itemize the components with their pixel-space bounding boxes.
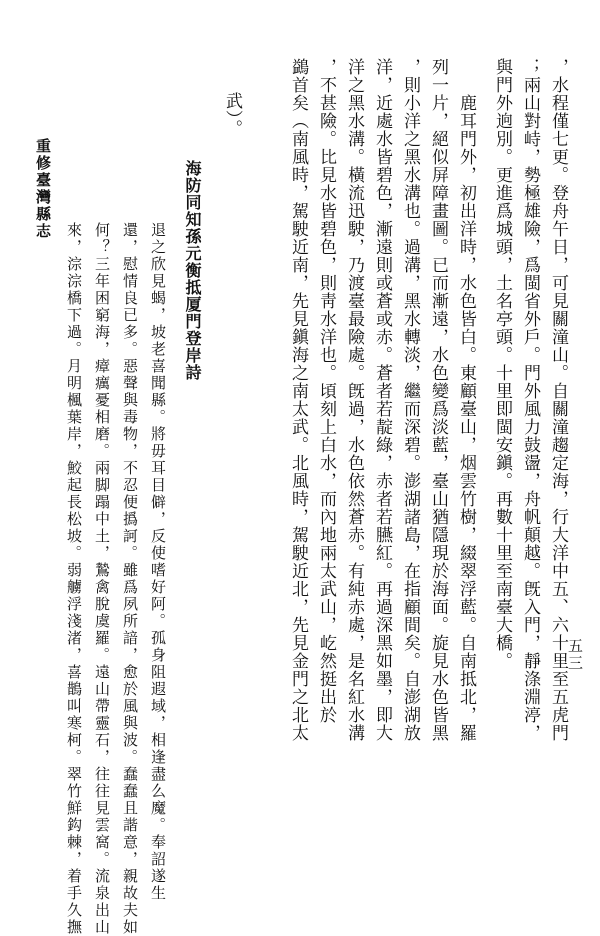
page-number: 五三 [566, 638, 584, 672]
body-column-5: 列一片，絕似屏障畫圖。已而漸遠，水色變爲淡藍，臺山猶隱現於海面。旋見水色皆黑 [428, 58, 448, 742]
body-column-11: 武）。 [222, 92, 242, 138]
body-column-1: ，水程僅七更。登舟午日，可見關潼山。自關潼趨定海，行大洋中五、六十里至五虎門 [548, 58, 568, 742]
poem-line-1: 退之欣見蝎，坡老喜聞縣。將毋耳目僻，反使嗜好阿。孤身阻遐域，相逢盡么魔。奉詔遂生 [149, 222, 167, 902]
body-column-7: 洋，近處水皆碧色，漸遠則或蒼或赤。蒼者若靛綠，赤者若臙紅。再過深黑如墨，即大 [372, 58, 392, 742]
running-title: 重修臺灣縣志 [34, 138, 52, 240]
body-column-10: 鷁首矣（南風時，駕駛近南，先見鎭海之南太武。北風時，駕駛近北，先見金門之北太 [288, 58, 308, 742]
body-column-6: ，則小洋之黑水溝也。過溝，黑水轉淡，繼而深碧。澎湖諸島，在指顧間矣。自澎湖放 [400, 58, 420, 742]
body-column-2: ；兩山對峙，勢極雄險，爲閩省外戶。門外風力鼓盪，舟帆顛越。旣入門，靜涤淵渟， [520, 58, 540, 742]
body-column-3: 與門外逈別。更進爲城頭，土名亭頭。十里即閩安鎭。再數十里至南臺大橋。 [492, 58, 512, 670]
poem-line-2: 還，慰情良已多。惡聲與毒物，不忍便撝訶。雖爲夙所諳，愈於風與波。蠢蠢且諧意，親故夫如 [121, 222, 139, 936]
poem-title: 海防同知孫元衡抵厦門登岸詩 [183, 160, 202, 381]
body-column-9: ，不甚險。比見水皆碧色，則靑水洋也。頃刻上白水，而內地兩太武山，屹然挺出於 [316, 58, 336, 724]
body-column-4: 鹿耳門外，初出洋時，水色皆白。東顧臺山，烟雲竹樹，綴翠浮藍。自南抵北，羅 [456, 58, 476, 742]
poem-line-4: 來，淙淙橋下過。月明楓葉岸，鮫起長松坡。弱艣浮淺渚，喜鵲叫寒柯。翠竹鮮鈎棘，着手久撫 [65, 222, 83, 936]
body-column-8: 洋之黑水溝。橫流迅駛，乃渡臺最險處。旣過，水色依然蒼赤。有純赤處，是名紅水溝 [344, 58, 364, 742]
poem-line-3: 何？三年困窮海，瘴癘憂相磨。兩脚蹋中土，鷙禽脫虞羅。遠山帶靈石，往往見雲窩。流泉出山 [93, 222, 111, 936]
